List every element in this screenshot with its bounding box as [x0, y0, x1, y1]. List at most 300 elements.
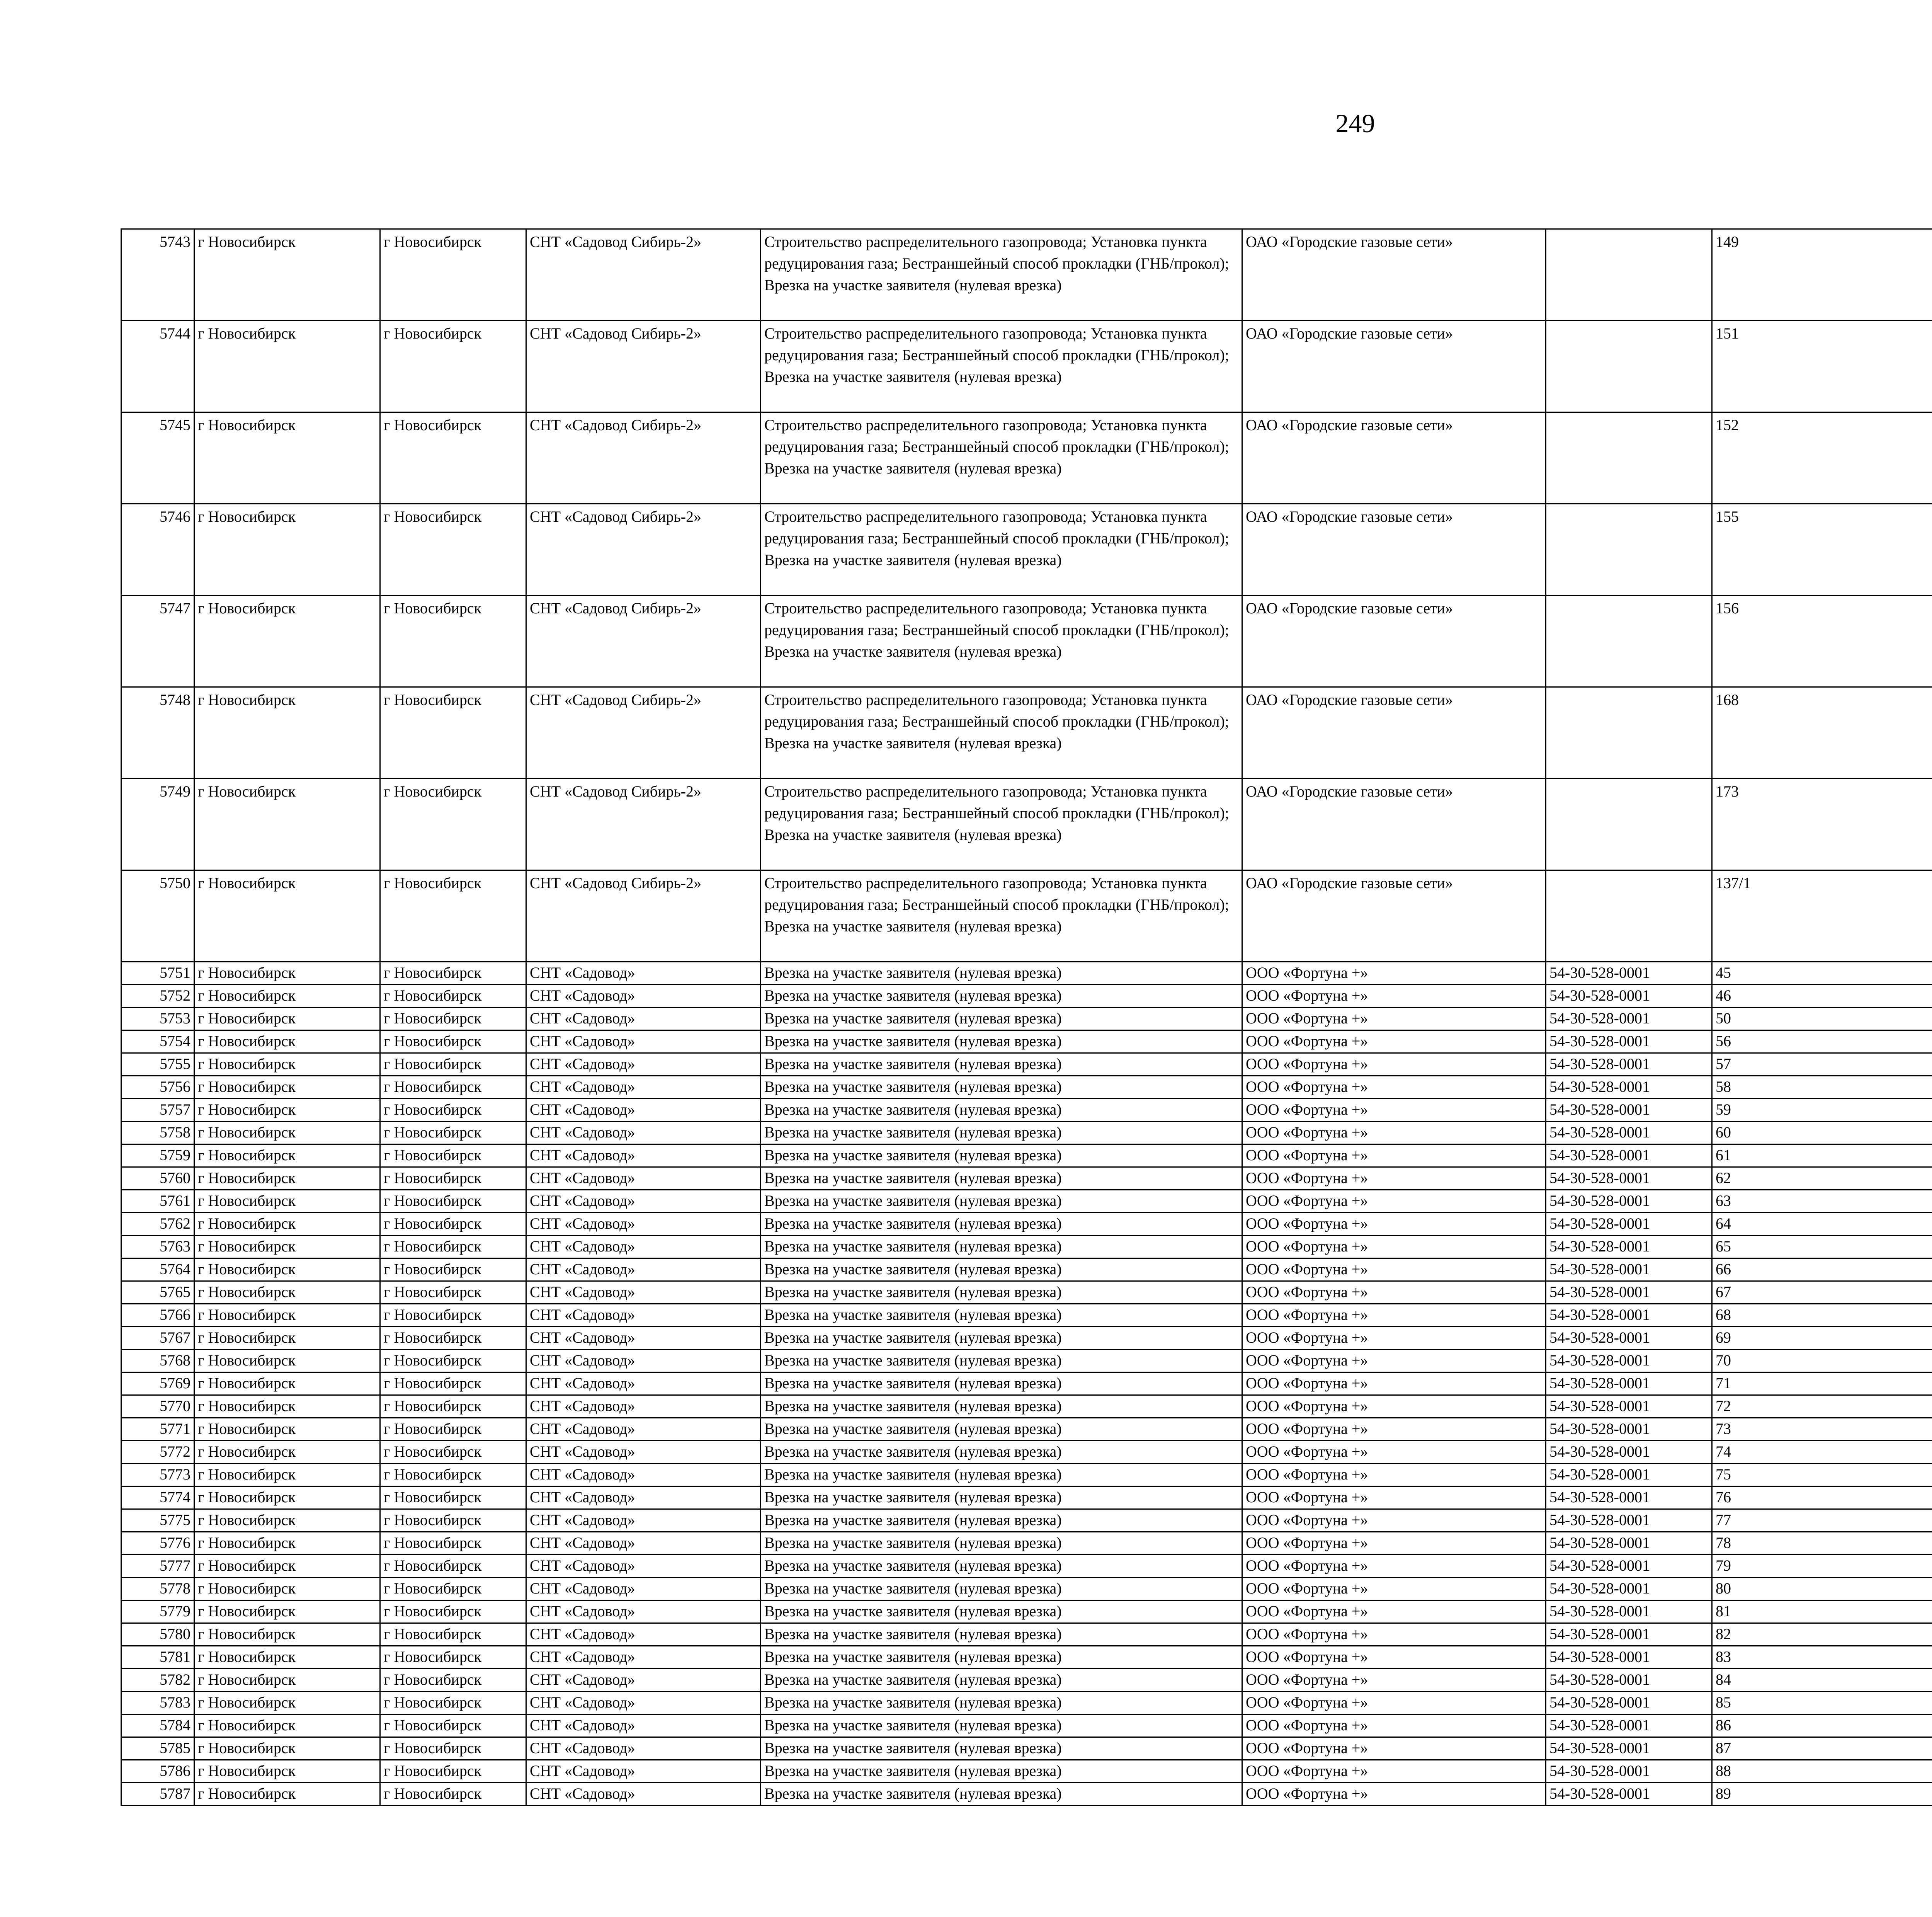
district-cell: г Новосибирск — [194, 1304, 380, 1327]
work-description-cell: Врезка на участке заявителя (нулевая врезка) — [761, 1714, 1242, 1737]
site-cell: СНТ «Садовод» — [526, 1714, 761, 1737]
row-number: 5784 — [121, 1714, 194, 1737]
table-row — [121, 1669, 1932, 1692]
organization-cell: ООО «Фортуна +» — [1242, 1714, 1546, 1737]
row-number: 5768 — [121, 1350, 194, 1372]
organization-cell: ООО «Фортуна +» — [1242, 1578, 1546, 1600]
site-cell: СНТ «Садовод» — [526, 1600, 761, 1623]
table-row — [121, 985, 1932, 1008]
city-cell: г Новосибирск — [380, 1053, 526, 1076]
organization-cell: ООО «Фортуна +» — [1242, 1053, 1546, 1076]
city-cell: г Новосибирск — [380, 1692, 526, 1714]
plot-number-cell: 80 — [1712, 1578, 1932, 1600]
object-code-cell: 54-30-528-0001 — [1546, 1646, 1712, 1669]
object-code-cell: 54-30-528-0001 — [1546, 1144, 1712, 1167]
site-cell: СНТ «Садовод» — [526, 1167, 761, 1190]
organization-cell: ООО «Фортуна +» — [1242, 1509, 1546, 1532]
row-number: 5755 — [121, 1053, 194, 1076]
district-cell: г Новосибирск — [194, 1669, 380, 1692]
plot-number-cell: 59 — [1712, 1099, 1932, 1122]
table-row — [121, 504, 1932, 596]
object-code-cell — [1546, 321, 1712, 412]
row-number: 5762 — [121, 1213, 194, 1236]
object-code-cell: 54-30-528-0001 — [1546, 1030, 1712, 1053]
organization-cell: ООО «Фортуна +» — [1242, 1532, 1546, 1555]
city-cell: г Новосибирск — [380, 1555, 526, 1578]
plot-number-cell: 76 — [1712, 1486, 1932, 1509]
object-code-cell: 54-30-528-0001 — [1546, 1555, 1712, 1578]
city-cell: г Новосибирск — [380, 1076, 526, 1099]
site-cell: СНТ «Садовод» — [526, 1623, 761, 1646]
district-cell: г Новосибирск — [194, 1464, 380, 1486]
organization-cell: ОАО «Городские газовые сети» — [1242, 870, 1546, 962]
city-cell: г Новосибирск — [380, 1167, 526, 1190]
plot-number-cell: 149 — [1712, 229, 1932, 321]
plot-number-cell: 45 — [1712, 962, 1932, 985]
table-row — [121, 1578, 1932, 1600]
organization-cell: ООО «Фортуна +» — [1242, 1258, 1546, 1281]
row-number: 5745 — [121, 412, 194, 504]
table-row — [121, 229, 1932, 321]
city-cell: г Новосибирск — [380, 1304, 526, 1327]
object-code-cell: 54-30-528-0001 — [1546, 1008, 1712, 1030]
plot-number-cell: 61 — [1712, 1144, 1932, 1167]
row-number: 5776 — [121, 1532, 194, 1555]
object-code-cell: 54-30-528-0001 — [1546, 1236, 1712, 1258]
site-cell: СНТ «Садовод» — [526, 1441, 761, 1464]
work-description-cell: Врезка на участке заявителя (нулевая врезка) — [761, 1213, 1242, 1236]
district-cell: г Новосибирск — [194, 1532, 380, 1555]
district-cell: г Новосибирск — [194, 1600, 380, 1623]
city-cell: г Новосибирск — [380, 412, 526, 504]
district-cell: г Новосибирск — [194, 1692, 380, 1714]
row-number: 5773 — [121, 1464, 194, 1486]
object-code-cell: 54-30-528-0001 — [1546, 1190, 1712, 1213]
plot-number-cell: 79 — [1712, 1555, 1932, 1578]
work-description-cell: Врезка на участке заявителя (нулевая врезка) — [761, 1418, 1242, 1441]
organization-cell: ООО «Фортуна +» — [1242, 1167, 1546, 1190]
table-row — [121, 1190, 1932, 1213]
organization-cell: ООО «Фортуна +» — [1242, 1737, 1546, 1760]
object-code-cell: 54-30-528-0001 — [1546, 1692, 1712, 1714]
row-number: 5782 — [121, 1669, 194, 1692]
work-description-cell: Врезка на участке заявителя (нулевая врезка) — [761, 1555, 1242, 1578]
district-cell: г Новосибирск — [194, 1350, 380, 1372]
organization-cell: ООО «Фортуна +» — [1242, 1464, 1546, 1486]
site-cell: СНТ «Садовод» — [526, 1395, 761, 1418]
organization-cell: ООО «Фортуна +» — [1242, 1623, 1546, 1646]
organization-cell: ООО «Фортуна +» — [1242, 985, 1546, 1008]
district-cell: г Новосибирск — [194, 1167, 380, 1190]
work-description-cell: Врезка на участке заявителя (нулевая врезка) — [761, 1464, 1242, 1486]
table-row — [121, 1076, 1932, 1099]
table-row — [121, 1737, 1932, 1760]
table-row — [121, 962, 1932, 985]
organization-cell: ООО «Фортуна +» — [1242, 1395, 1546, 1418]
organization-cell: ООО «Фортуна +» — [1242, 1236, 1546, 1258]
site-cell: СНТ «Садовод» — [526, 1053, 761, 1076]
object-code-cell: 54-30-528-0001 — [1546, 1076, 1712, 1099]
row-number: 5751 — [121, 962, 194, 985]
object-code-cell — [1546, 504, 1712, 596]
object-code-cell: 54-30-528-0001 — [1546, 1669, 1712, 1692]
table-row — [121, 412, 1932, 504]
site-cell: СНТ «Садовод» — [526, 962, 761, 985]
organization-cell: ООО «Фортуна +» — [1242, 1350, 1546, 1372]
site-cell: СНТ «Садовод» — [526, 1030, 761, 1053]
organization-cell: ООО «Фортуна +» — [1242, 1190, 1546, 1213]
district-cell: г Новосибирск — [194, 1395, 380, 1418]
site-cell: СНТ «Садовод» — [526, 1669, 761, 1692]
object-code-cell: 54-30-528-0001 — [1546, 1053, 1712, 1076]
organization-cell: ООО «Фортуна +» — [1242, 962, 1546, 985]
city-cell: г Новосибирск — [380, 1737, 526, 1760]
district-cell: г Новосибирск — [194, 1760, 380, 1783]
table-row — [121, 1167, 1932, 1190]
site-cell: СНТ «Садовод» — [526, 1236, 761, 1258]
work-description-cell: Врезка на участке заявителя (нулевая врезка) — [761, 1281, 1242, 1304]
work-description-cell: Врезка на участке заявителя (нулевая врезка) — [761, 1144, 1242, 1167]
district-cell: г Новосибирск — [194, 1509, 380, 1532]
organization-cell: ООО «Фортуна +» — [1242, 1600, 1546, 1623]
work-description-cell: Строительство распределительного газопровода; Установка пункта редуцирования газа; Бестраншейный способ прокладки (ГНБ/прокол); Врезка на участке заявителя (нулевая врезка) — [761, 229, 1242, 321]
row-number: 5771 — [121, 1418, 194, 1441]
object-code-cell — [1546, 870, 1712, 962]
row-number: 5775 — [121, 1509, 194, 1532]
row-number: 5757 — [121, 1099, 194, 1122]
organization-cell: ООО «Фортуна +» — [1242, 1213, 1546, 1236]
work-description-cell: Врезка на участке заявителя (нулевая врезка) — [761, 1350, 1242, 1372]
district-cell: г Новосибирск — [194, 1258, 380, 1281]
plot-number-cell: 65 — [1712, 1236, 1932, 1258]
city-cell: г Новосибирск — [380, 229, 526, 321]
site-cell: СНТ «Садовод Сибирь-2» — [526, 779, 761, 870]
work-description-cell: Врезка на участке заявителя (нулевая врезка) — [761, 1532, 1242, 1555]
city-cell: г Новосибирск — [380, 1783, 526, 1806]
organization-cell: ООО «Фортуна +» — [1242, 1669, 1546, 1692]
row-number: 5785 — [121, 1737, 194, 1760]
object-code-cell: 54-30-528-0001 — [1546, 1418, 1712, 1441]
city-cell: г Новосибирск — [380, 321, 526, 412]
city-cell: г Новосибирск — [380, 1236, 526, 1258]
row-number: 5766 — [121, 1304, 194, 1327]
object-code-cell: 54-30-528-0001 — [1546, 1099, 1712, 1122]
district-cell: г Новосибирск — [194, 1053, 380, 1076]
row-number: 5786 — [121, 1760, 194, 1783]
site-cell: СНТ «Садовод» — [526, 1144, 761, 1167]
object-code-cell: 54-30-528-0001 — [1546, 1464, 1712, 1486]
work-description-cell: Врезка на участке заявителя (нулевая врезка) — [761, 1122, 1242, 1144]
object-code-cell: 54-30-528-0001 — [1546, 1441, 1712, 1464]
work-description-cell: Строительство распределительного газопровода; Установка пункта редуцирования газа; Бестраншейный способ прокладки (ГНБ/прокол); Врезка на участке заявителя (нулевая врезка) — [761, 596, 1242, 687]
site-cell: СНТ «Садовод» — [526, 1190, 761, 1213]
site-cell: СНТ «Садовод» — [526, 1418, 761, 1441]
object-code-cell: 54-30-528-0001 — [1546, 962, 1712, 985]
district-cell: г Новосибирск — [194, 1122, 380, 1144]
district-cell: г Новосибирск — [194, 1099, 380, 1122]
row-number: 5779 — [121, 1600, 194, 1623]
district-cell: г Новосибирск — [194, 596, 380, 687]
organization-cell: ООО «Фортуна +» — [1242, 1076, 1546, 1099]
site-cell: СНТ «Садовод» — [526, 1464, 761, 1486]
organization-cell: ООО «Фортуна +» — [1242, 1327, 1546, 1350]
work-description-cell: Строительство распределительного газопровода; Установка пункта редуцирования газа; Бестраншейный способ прокладки (ГНБ/прокол); Врезка на участке заявителя (нулевая врезка) — [761, 321, 1242, 412]
site-cell: СНТ «Садовод» — [526, 1099, 761, 1122]
organization-cell: ООО «Фортуна +» — [1242, 1372, 1546, 1395]
city-cell: г Новосибирск — [380, 1464, 526, 1486]
district-cell: г Новосибирск — [194, 1555, 380, 1578]
plot-number-cell: 73 — [1712, 1418, 1932, 1441]
city-cell: г Новосибирск — [380, 1532, 526, 1555]
plot-number-cell: 62 — [1712, 1167, 1932, 1190]
plot-number-cell: 173 — [1712, 779, 1932, 870]
object-code-cell: 54-30-528-0001 — [1546, 1760, 1712, 1783]
district-cell: г Новосибирск — [194, 1737, 380, 1760]
organization-cell: ООО «Фортуна +» — [1242, 1144, 1546, 1167]
row-number: 5744 — [121, 321, 194, 412]
site-cell: СНТ «Садовод» — [526, 1760, 761, 1783]
object-code-cell: 54-30-528-0001 — [1546, 1737, 1712, 1760]
city-cell: г Новосибирск — [380, 1030, 526, 1053]
city-cell: г Новосибирск — [380, 1213, 526, 1236]
organization-cell: ООО «Фортуна +» — [1242, 1008, 1546, 1030]
object-code-cell: 54-30-528-0001 — [1546, 985, 1712, 1008]
city-cell: г Новосибирск — [380, 1441, 526, 1464]
row-number: 5761 — [121, 1190, 194, 1213]
district-cell: г Новосибирск — [194, 1418, 380, 1441]
row-number: 5765 — [121, 1281, 194, 1304]
district-cell: г Новосибирск — [194, 985, 380, 1008]
plot-number-cell: 66 — [1712, 1258, 1932, 1281]
table-row — [121, 1395, 1932, 1418]
work-description-cell: Строительство распределительного газопровода; Установка пункта редуцирования газа; Бестраншейный способ прокладки (ГНБ/прокол); Врезка на участке заявителя (нулевая врезка) — [761, 870, 1242, 962]
object-code-cell: 54-30-528-0001 — [1546, 1714, 1712, 1737]
site-cell: СНТ «Садовод» — [526, 1532, 761, 1555]
plot-number-cell: 75 — [1712, 1464, 1932, 1486]
row-number: 5774 — [121, 1486, 194, 1509]
site-cell: СНТ «Садовод» — [526, 1646, 761, 1669]
object-code-cell: 54-30-528-0001 — [1546, 1122, 1712, 1144]
district-cell: г Новосибирск — [194, 870, 380, 962]
city-cell: г Новосибирск — [380, 1327, 526, 1350]
plot-number-cell: 58 — [1712, 1076, 1932, 1099]
plot-number-cell: 50 — [1712, 1008, 1932, 1030]
organization-cell: ООО «Фортуна +» — [1242, 1099, 1546, 1122]
district-cell: г Новосибирск — [194, 1008, 380, 1030]
plot-number-cell: 67 — [1712, 1281, 1932, 1304]
city-cell: г Новосибирск — [380, 1144, 526, 1167]
plot-number-cell: 72 — [1712, 1395, 1932, 1418]
table-row — [121, 1464, 1932, 1486]
district-cell: г Новосибирск — [194, 1623, 380, 1646]
plot-number-cell: 151 — [1712, 321, 1932, 412]
district-cell: г Новосибирск — [194, 1372, 380, 1395]
plot-number-cell: 86 — [1712, 1714, 1932, 1737]
object-code-cell: 54-30-528-0001 — [1546, 1213, 1712, 1236]
district-cell: г Новосибирск — [194, 1714, 380, 1737]
site-cell: СНТ «Садовод» — [526, 1304, 761, 1327]
plot-number-cell: 68 — [1712, 1304, 1932, 1327]
row-number: 5753 — [121, 1008, 194, 1030]
work-description-cell: Врезка на участке заявителя (нулевая врезка) — [761, 1646, 1242, 1669]
district-cell: г Новосибирск — [194, 962, 380, 985]
table-row — [121, 1714, 1932, 1737]
row-number: 5748 — [121, 687, 194, 779]
row-number: 5754 — [121, 1030, 194, 1053]
plot-number-cell: 168 — [1712, 687, 1932, 779]
object-code-cell: 54-30-528-0001 — [1546, 1486, 1712, 1509]
work-description-cell: Врезка на участке заявителя (нулевая врезка) — [761, 1737, 1242, 1760]
site-cell: СНТ «Садовод» — [526, 1076, 761, 1099]
row-number: 5781 — [121, 1646, 194, 1669]
work-description-cell: Врезка на участке заявителя (нулевая врезка) — [761, 1190, 1242, 1213]
object-code-cell: 54-30-528-0001 — [1546, 1304, 1712, 1327]
site-cell: СНТ «Садовод» — [526, 1509, 761, 1532]
organization-cell: ОАО «Городские газовые сети» — [1242, 412, 1546, 504]
table-body — [121, 229, 1932, 1806]
plot-number-cell: 156 — [1712, 596, 1932, 687]
work-description-cell: Врезка на участке заявителя (нулевая врезка) — [761, 1236, 1242, 1258]
district-cell: г Новосибирск — [194, 1190, 380, 1213]
row-number: 5764 — [121, 1258, 194, 1281]
row-number: 5780 — [121, 1623, 194, 1646]
object-code-cell: 54-30-528-0001 — [1546, 1600, 1712, 1623]
work-description-cell: Врезка на участке заявителя (нулевая врезка) — [761, 1395, 1242, 1418]
site-cell: СНТ «Садовод Сибирь-2» — [526, 504, 761, 596]
organization-cell: ООО «Фортуна +» — [1242, 1692, 1546, 1714]
organization-cell: ООО «Фортуна +» — [1242, 1555, 1546, 1578]
site-cell: СНТ «Садовод» — [526, 1327, 761, 1350]
organization-cell: ОАО «Городские газовые сети» — [1242, 504, 1546, 596]
object-code-cell — [1546, 596, 1712, 687]
table-row — [121, 1122, 1932, 1144]
city-cell: г Новосибирск — [380, 1122, 526, 1144]
object-code-cell — [1546, 412, 1712, 504]
plot-number-cell: 71 — [1712, 1372, 1932, 1395]
table-row — [121, 779, 1932, 870]
plot-number-cell: 87 — [1712, 1737, 1932, 1760]
plot-number-cell: 46 — [1712, 985, 1932, 1008]
table-row — [121, 1509, 1932, 1532]
site-cell: СНТ «Садовод» — [526, 1213, 761, 1236]
work-description-cell: Врезка на участке заявителя (нулевая врезка) — [761, 1099, 1242, 1122]
site-cell: СНТ «Садовод» — [526, 1783, 761, 1806]
city-cell: г Новосибирск — [380, 962, 526, 985]
row-number: 5758 — [121, 1122, 194, 1144]
plot-number-cell: 137/1 — [1712, 870, 1932, 962]
plot-number-cell: 82 — [1712, 1623, 1932, 1646]
city-cell: г Новосибирск — [380, 1760, 526, 1783]
plot-number-cell: 74 — [1712, 1441, 1932, 1464]
row-number: 5770 — [121, 1395, 194, 1418]
row-number: 5763 — [121, 1236, 194, 1258]
work-description-cell: Врезка на участке заявителя (нулевая врезка) — [761, 1327, 1242, 1350]
table-row — [121, 1350, 1932, 1372]
work-description-cell: Строительство распределительного газопровода; Установка пункта редуцирования газа; Бестраншейный способ прокладки (ГНБ/прокол); Врезка на участке заявителя (нулевая врезка) — [761, 687, 1242, 779]
district-cell: г Новосибирск — [194, 1578, 380, 1600]
city-cell: г Новосибирск — [380, 1486, 526, 1509]
site-cell: СНТ «Садовод» — [526, 1578, 761, 1600]
work-description-cell: Врезка на участке заявителя (нулевая врезка) — [761, 1760, 1242, 1783]
row-number: 5756 — [121, 1076, 194, 1099]
table-row — [121, 1053, 1932, 1076]
site-cell: СНТ «Садовод Сибирь-2» — [526, 229, 761, 321]
city-cell: г Новосибирск — [380, 1646, 526, 1669]
district-cell: г Новосибирск — [194, 412, 380, 504]
city-cell: г Новосибирск — [380, 1008, 526, 1030]
site-cell: СНТ «Садовод Сибирь-2» — [526, 687, 761, 779]
table-row — [121, 1623, 1932, 1646]
district-cell: г Новосибирск — [194, 1441, 380, 1464]
work-description-cell: Врезка на участке заявителя (нулевая врезка) — [761, 1304, 1242, 1327]
row-number: 5759 — [121, 1144, 194, 1167]
object-code-cell: 54-30-528-0001 — [1546, 1783, 1712, 1806]
work-description-cell: Строительство распределительного газопровода; Установка пункта редуцирования газа; Бестраншейный способ прокладки (ГНБ/прокол); Врезка на участке заявителя (нулевая врезка) — [761, 412, 1242, 504]
row-number: 5746 — [121, 504, 194, 596]
district-cell: г Новосибирск — [194, 229, 380, 321]
work-description-cell: Врезка на участке заявителя (нулевая врезка) — [761, 1509, 1242, 1532]
row-number: 5772 — [121, 1441, 194, 1464]
city-cell: г Новосибирск — [380, 779, 526, 870]
table-row — [121, 321, 1932, 412]
table-row — [121, 1760, 1932, 1783]
object-code-cell: 54-30-528-0001 — [1546, 1327, 1712, 1350]
work-description-cell: Врезка на участке заявителя (нулевая врезка) — [761, 1669, 1242, 1692]
work-description-cell: Врезка на участке заявителя (нулевая врезка) — [761, 1623, 1242, 1646]
row-number: 5769 — [121, 1372, 194, 1395]
plot-number-cell: 56 — [1712, 1030, 1932, 1053]
row-number: 5750 — [121, 870, 194, 962]
table-row — [121, 1600, 1932, 1623]
registry-table — [121, 228, 1932, 1806]
table-row — [121, 1099, 1932, 1122]
work-description-cell: Врезка на участке заявителя (нулевая врезка) — [761, 985, 1242, 1008]
site-cell: СНТ «Садовод» — [526, 1350, 761, 1372]
city-cell: г Новосибирск — [380, 1190, 526, 1213]
object-code-cell: 54-30-528-0001 — [1546, 1395, 1712, 1418]
organization-cell: ОАО «Городские газовые сети» — [1242, 321, 1546, 412]
city-cell: г Новосибирск — [380, 1623, 526, 1646]
organization-cell: ОАО «Городские газовые сети» — [1242, 779, 1546, 870]
plot-number-cell: 81 — [1712, 1600, 1932, 1623]
table-row — [121, 1555, 1932, 1578]
organization-cell: ОАО «Городские газовые сети» — [1242, 229, 1546, 321]
table-row — [121, 1372, 1932, 1395]
city-cell: г Новосибирск — [380, 1395, 526, 1418]
plot-number-cell: 155 — [1712, 504, 1932, 596]
site-cell: СНТ «Садовод» — [526, 1281, 761, 1304]
table-row — [121, 1441, 1932, 1464]
work-description-cell: Врезка на участке заявителя (нулевая врезка) — [761, 1600, 1242, 1623]
object-code-cell: 54-30-528-0001 — [1546, 1167, 1712, 1190]
city-cell: г Новосибирск — [380, 1714, 526, 1737]
object-code-cell — [1546, 229, 1712, 321]
row-number: 5778 — [121, 1578, 194, 1600]
organization-cell: ООО «Фортуна +» — [1242, 1304, 1546, 1327]
plot-number-cell: 84 — [1712, 1669, 1932, 1692]
site-cell: СНТ «Садовод» — [526, 1555, 761, 1578]
district-cell: г Новосибирск — [194, 1076, 380, 1099]
object-code-cell: 54-30-528-0001 — [1546, 1509, 1712, 1532]
table-row — [121, 1692, 1932, 1714]
table-row — [121, 1258, 1932, 1281]
organization-cell: ООО «Фортуна +» — [1242, 1441, 1546, 1464]
site-cell: СНТ «Садовод» — [526, 1737, 761, 1760]
page-number: 249 — [1335, 109, 1375, 138]
district-cell: г Новосибирск — [194, 1144, 380, 1167]
organization-cell: ООО «Фортуна +» — [1242, 1783, 1546, 1806]
object-code-cell: 54-30-528-0001 — [1546, 1372, 1712, 1395]
